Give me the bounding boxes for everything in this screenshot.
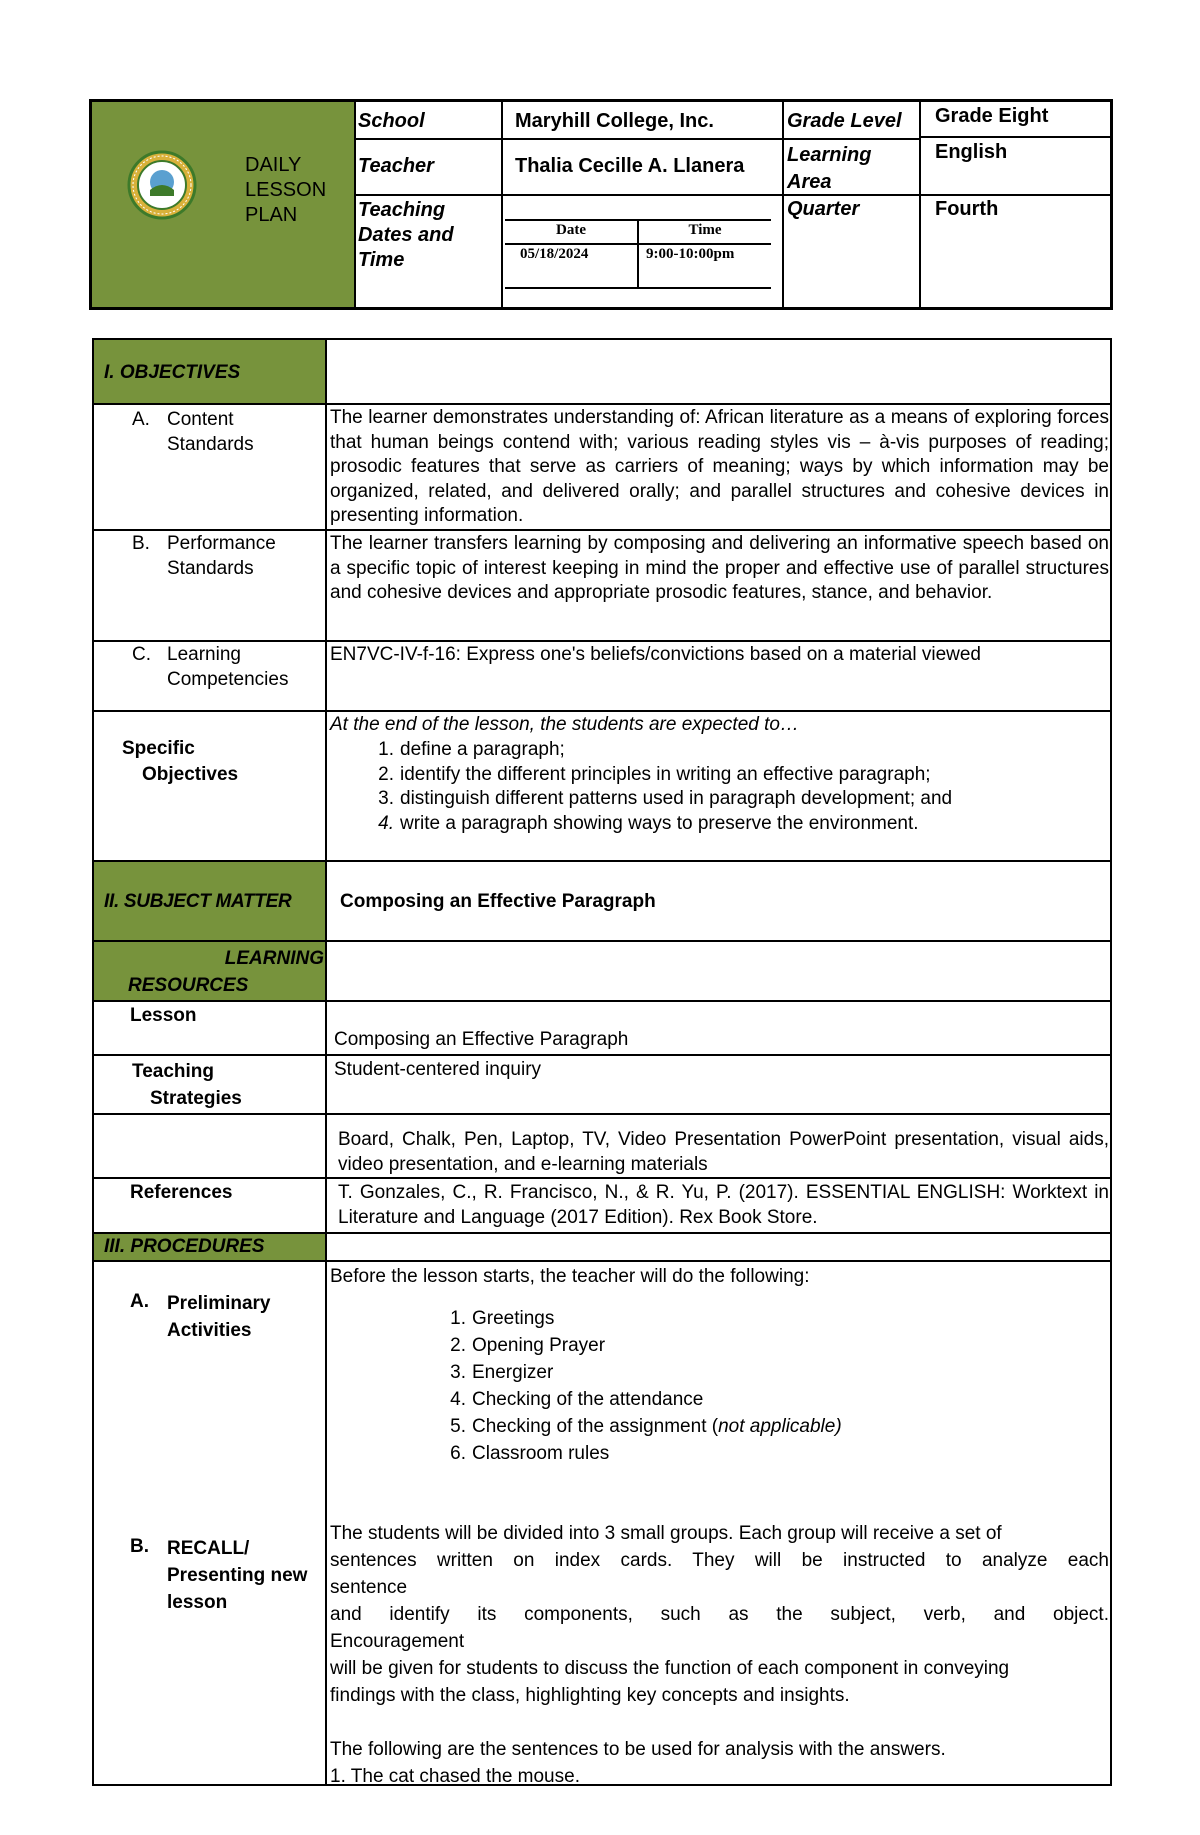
teaching-strategies-label [132, 1058, 242, 1112]
item-text: Energizer [472, 1362, 554, 1383]
item-text-italic: not applicable) [718, 1416, 842, 1437]
time-value: 9:00-10:00pm [646, 246, 735, 262]
teacher-value: Thalia Cecille A. Llanera [515, 155, 745, 177]
item-text: Classroom rules [472, 1443, 610, 1464]
text-line: findings with the class, highlighting key concepts and insights. [330, 1685, 850, 1706]
prelim-intro: Before the lesson starts, the teacher will do the following: [330, 1266, 810, 1287]
references-value: T. Gonzales, C., R. Francisco, N., & R. Yu, P. (2017). ESSENTIAL ENGLISH: Worktext in Literature and Language (2017 Edition). Rex Book Store. [338, 1182, 1109, 1228]
item-number: 3. [378, 788, 394, 809]
content-standards-label [167, 408, 254, 457]
quarter-label: Quarter [787, 198, 860, 220]
procedures-heading: III. PROCEDURES [104, 1236, 265, 1257]
dates-label-line: Teaching [358, 199, 446, 221]
list-item [450, 1413, 1092, 1440]
recall-text [330, 1520, 1109, 1790]
recall-marker: B. [130, 1536, 149, 1557]
title-line: PLAN [245, 204, 298, 226]
specific-objectives-intro: At the end of the lesson, the students are expected to… [330, 714, 799, 735]
dates-label-line: Dates and [358, 224, 454, 246]
text-line: The students will be divided into 3 small groups. Each group will receive a set of [330, 1523, 1002, 1544]
content-marker: A. [132, 409, 150, 430]
date-value: 05/18/2024 [520, 246, 589, 262]
lesson-value: Composing an Effective Paragraph [334, 1029, 629, 1050]
item-text: Greetings [472, 1308, 555, 1329]
text-line: Encouragement [330, 1631, 465, 1652]
subject-value: Composing an Effective Paragraph [340, 891, 656, 912]
item-number: 5. [450, 1416, 466, 1437]
label-line: Learning [167, 644, 241, 665]
list-item [450, 1332, 1092, 1359]
list-item [378, 738, 1100, 763]
label-line: lesson [167, 1592, 228, 1613]
objectives-heading: I. OBJECTIVES [104, 362, 241, 383]
item-number: 3. [450, 1362, 466, 1383]
list-item [450, 1386, 1092, 1413]
subject-heading: II. SUBJECT MATTER [104, 891, 292, 912]
quarter-value: Fourth [935, 198, 999, 220]
dates-label [358, 198, 454, 273]
header-table [89, 99, 1113, 310]
item-number: 1. [378, 739, 394, 760]
item-text: Checking of the attendance [472, 1389, 704, 1410]
text-line: will be given for students to discuss the function of each component in conveying [330, 1658, 1010, 1679]
text-line: and identify its components, such as the subject, verb, and object. [330, 1604, 1109, 1625]
school-label: School [358, 110, 425, 132]
item-number: 2. [450, 1335, 466, 1356]
lesson-plan-table [92, 338, 1112, 1786]
label-line: Standards [167, 557, 254, 579]
item-text: distinguish different patterns used in paragraph development; and [400, 788, 953, 809]
list-item [450, 1440, 1092, 1467]
date-column-header: Date [556, 222, 586, 238]
teacher-label: Teacher [358, 155, 434, 177]
area-label-line: Learning [787, 144, 872, 166]
label-line: RESOURCES [128, 975, 249, 996]
text-line: sentence [330, 1577, 408, 1598]
label-line: Specific [122, 738, 195, 759]
references-label: References [130, 1182, 233, 1203]
area-value: English [935, 141, 1008, 163]
item-number: 2. [378, 763, 394, 785]
area-label [787, 142, 871, 196]
list-item [378, 812, 1100, 837]
list-item [378, 787, 1100, 812]
title-line: LESSON [245, 179, 327, 201]
learning-competencies-label [167, 643, 288, 692]
list-item [378, 763, 1100, 788]
specific-objectives-list [378, 738, 1100, 836]
lesson-label: Lesson [130, 1005, 197, 1026]
performance-standards-text: The learner transfers learning by composing and delivering an informative speech based on a specific topic of interest keeping in mind the proper and effective use of parallel structures and cohesive devices and appropriate prosodic features, stance, and behavior. [330, 533, 1109, 603]
school-seal-icon [127, 150, 197, 220]
competency-marker: C. [132, 644, 151, 665]
item-text: identify the different principles in writing an effective paragraph; [400, 763, 931, 785]
label-line: Standards [167, 433, 254, 455]
label-line: Strategies [150, 1088, 242, 1109]
recall-label [167, 1535, 307, 1616]
content-standards-text: The learner demonstrates understanding of: African literature as a means of exploring forces that human beings contend with; various reading styles vis – à-vis purposes of reading; prosodic features that serve as carriers of meaning; ways by which information may be organized, related, and delivered orally; and parallel structures and cohesive devices in presenting information. [330, 407, 1109, 526]
item-number: 4. [450, 1389, 466, 1410]
dlp-title [245, 153, 326, 228]
dates-label-line: Time [358, 249, 405, 271]
performance-marker: B. [132, 533, 150, 554]
item-number: 1. [450, 1308, 466, 1329]
text-line: 1. The cat chased the mouse. [330, 1766, 580, 1787]
item-text: Checking of the assignment ( [472, 1416, 719, 1437]
logo-cell [92, 102, 356, 307]
label-line: Activities [167, 1320, 252, 1341]
learning-competencies-text: EN7VC-IV-f-16: Express one's beliefs/convictions based on a material viewed [330, 644, 982, 665]
title-line: DAILY [245, 154, 302, 176]
item-number: 4. [378, 812, 394, 834]
label-line: Performance [167, 533, 276, 554]
school-value: Maryhill College, Inc. [515, 110, 714, 132]
label-line: RECALL/ [167, 1538, 250, 1559]
text-line: The following are the sentences to be used for analysis with the answers. [330, 1739, 946, 1760]
item-text: define a paragraph; [400, 739, 565, 760]
performance-standards-label [167, 532, 276, 581]
area-label-line: Area [787, 171, 832, 193]
learning-resources-heading [104, 945, 324, 999]
label-line: Teaching [132, 1061, 214, 1082]
teaching-strategies-value: Student-centered inquiry [334, 1059, 542, 1080]
label-line: Presenting new [167, 1565, 308, 1586]
prelim-list [450, 1305, 1092, 1467]
item-number: 6. [450, 1443, 466, 1464]
materials-value: Board, Chalk, Pen, Laptop, TV, Video Presentation PowerPoint presentation, visual aids, video presentation, and e-learning materials [338, 1129, 1109, 1175]
time-column-header: Time [688, 222, 722, 238]
text-line: sentences written on index cards. They will be instructed to analyze each [330, 1550, 1109, 1571]
prelim-marker: A. [130, 1291, 149, 1312]
item-text: Opening Prayer [472, 1335, 606, 1356]
preliminary-activities-label [167, 1290, 271, 1344]
specific-objectives-label [122, 736, 238, 788]
grade-label: Grade Level [787, 110, 902, 132]
item-text: write a paragraph showing ways to preserve the environment. [400, 812, 919, 834]
label-line: LEARNING [224, 948, 324, 969]
list-item [450, 1359, 1092, 1386]
grade-value: Grade Eight [935, 105, 1049, 127]
label-line: Content [167, 409, 234, 430]
label-line: Competencies [167, 668, 289, 690]
label-line: Objectives [142, 764, 239, 785]
label-line: Preliminary [167, 1293, 271, 1314]
list-item [450, 1305, 1092, 1332]
